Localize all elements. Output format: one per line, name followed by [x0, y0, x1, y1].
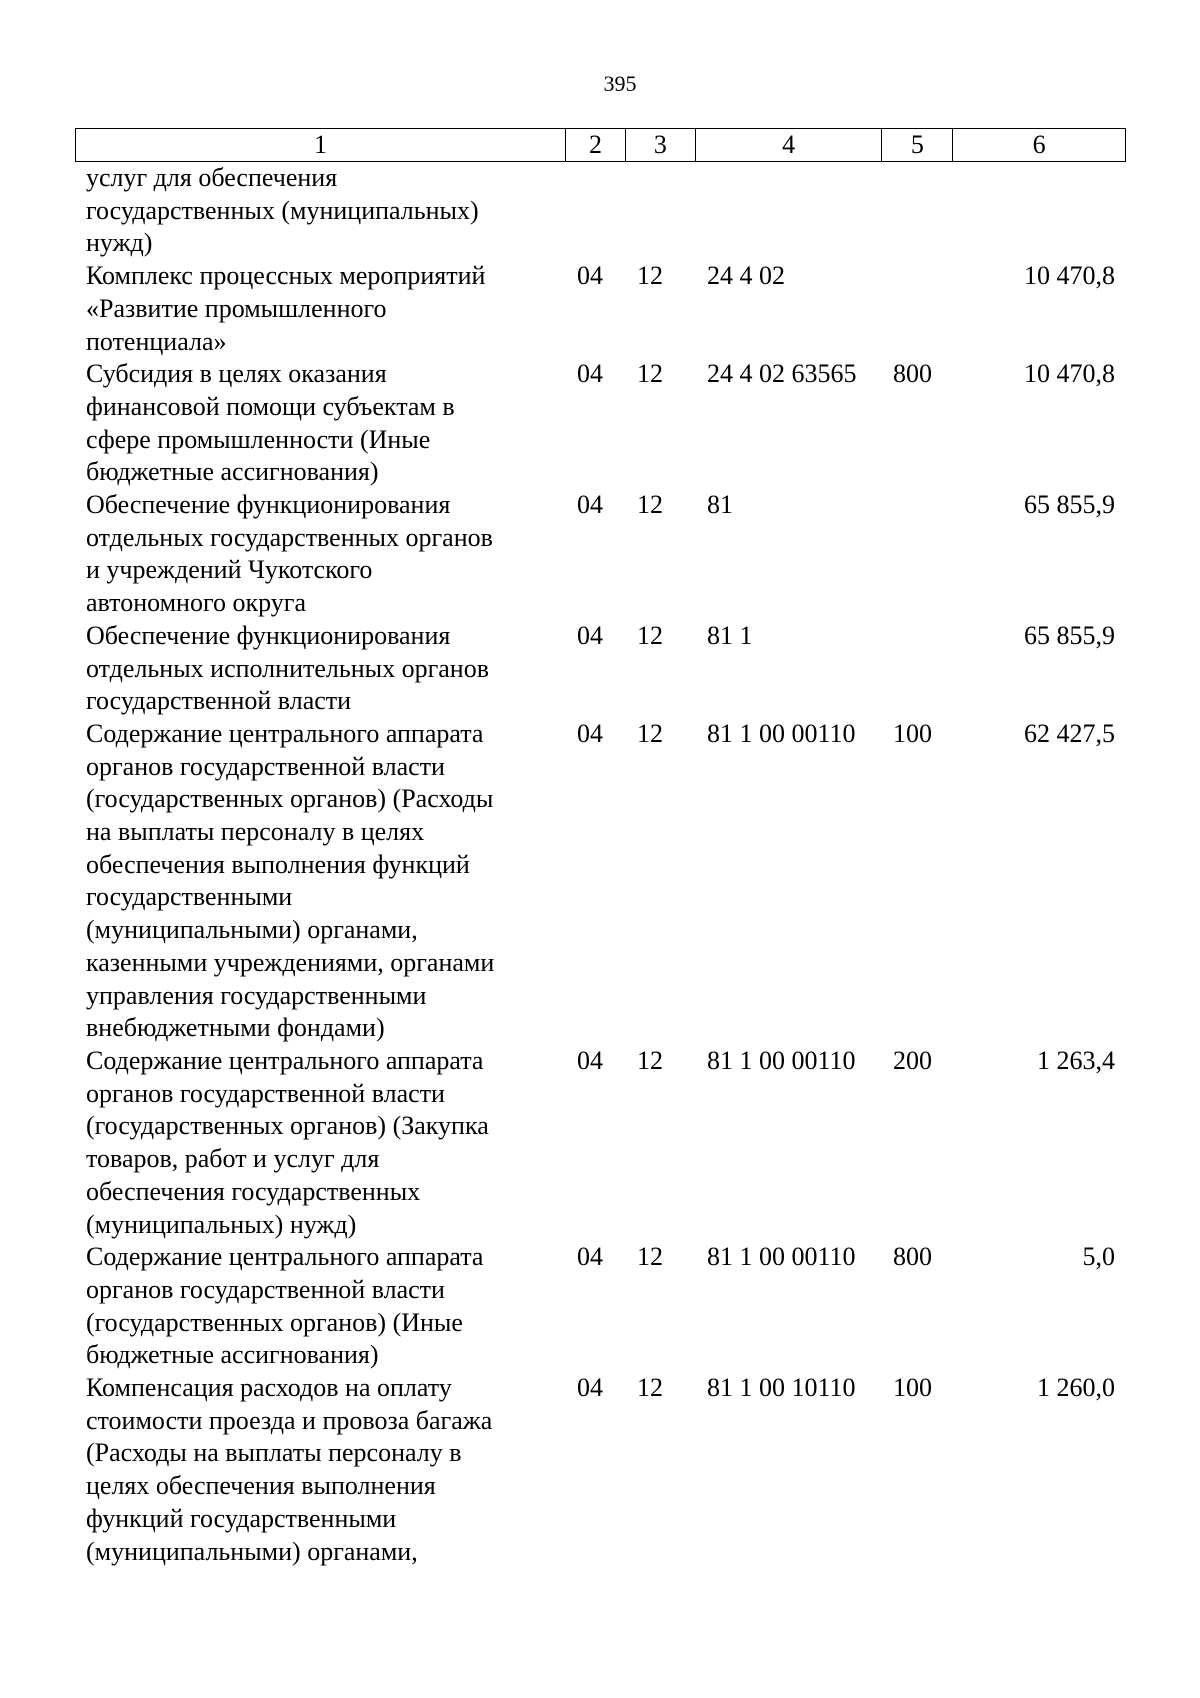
amount-cell: 65 855,9 — [1024, 620, 1115, 650]
table-body — [75, 162, 1126, 1568]
expense-type-cell: 100 — [893, 1373, 932, 1403]
expense-type-cell: 800 — [893, 1242, 932, 1272]
section-code-cell: 04 — [577, 620, 603, 650]
row-name-cell: Содержание центрального аппарата органов государственной власти (государственных органов) (Иные бюджетные ассигнования) — [86, 1242, 484, 1370]
column-header: 4 — [695, 129, 882, 161]
table-header-row — [75, 128, 1126, 162]
row-name-cell: Содержание центрального аппарата органов государственной власти (государственных органов) (Расходы на выплаты персоналу в целях обеспечения выполнения функций государственными (муниципальными) органами, казенными учреждениями, органами управления государственными внебюджетными фондами) — [86, 718, 495, 1043]
amount-cell: 10 470,8 — [1024, 261, 1115, 291]
target-article-cell: 24 4 02 — [707, 261, 785, 291]
subsection-code-cell: 12 — [637, 1045, 663, 1075]
page-number: 395 — [603, 71, 637, 96]
table-row — [75, 162, 1126, 260]
row-name-cell: Субсидия в целях оказания финансовой помощи субъектам в сфере промышленности (Иные бюджетные ассигнования) — [86, 359, 455, 487]
target-article-cell: 81 — [707, 490, 733, 520]
row-name-cell: Обеспечение функционирования отдельных государственных органов и учреждений Чукотского автономного округа — [86, 490, 493, 618]
subsection-code-cell: 12 — [637, 359, 663, 389]
section-code-cell: 04 — [577, 1045, 603, 1075]
target-article-cell: 81 1 00 00110 — [707, 718, 856, 748]
section-code-cell: 04 — [577, 1373, 603, 1403]
target-article-cell: 81 1 00 00110 — [707, 1045, 856, 1075]
section-code-cell: 04 — [577, 359, 603, 389]
table-row — [75, 260, 1126, 358]
column-header: 6 — [952, 129, 1125, 161]
target-article-cell: 81 1 00 10110 — [707, 1373, 856, 1403]
table-row — [75, 1045, 1126, 1241]
expense-type-cell: 200 — [893, 1045, 932, 1075]
section-code-cell: 04 — [577, 718, 603, 748]
column-header: 3 — [625, 129, 695, 161]
section-code-cell: 04 — [577, 490, 603, 520]
subsection-code-cell: 12 — [637, 718, 663, 748]
row-name-cell: Компенсация расходов на оплату стоимости проезда и провоза багажа (Расходы на выплаты персоналу в целях обеспечения выполнения функций государственными (муниципальными) органами, — [86, 1373, 493, 1566]
table-row — [75, 358, 1126, 489]
amount-cell: 10 470,8 — [1024, 359, 1115, 389]
amount-cell: 62 427,5 — [1024, 718, 1115, 748]
amount-cell: 1 263,4 — [1037, 1045, 1115, 1075]
table-row — [75, 489, 1126, 620]
amount-cell: 5,0 — [1082, 1242, 1115, 1272]
column-header: 1 — [314, 130, 328, 159]
expense-type-cell: 100 — [893, 718, 932, 748]
table-row — [75, 718, 1126, 1045]
section-code-cell: 04 — [577, 261, 603, 291]
target-article-cell: 81 1 — [707, 620, 753, 650]
subsection-code-cell: 12 — [637, 620, 663, 650]
subsection-code-cell: 12 — [637, 1373, 663, 1403]
row-name-cell: Содержание центрального аппарата органов государственной власти (государственных органов) (Закупка товаров, работ и услуг для обеспечения государственных (муниципальных) нужд) — [86, 1045, 489, 1239]
target-article-cell: 24 4 02 63565 — [707, 359, 857, 389]
subsection-code-cell: 12 — [637, 261, 663, 291]
table-row — [75, 1372, 1126, 1568]
amount-cell: 65 855,9 — [1024, 490, 1115, 520]
subsection-code-cell: 12 — [637, 1242, 663, 1272]
section-code-cell: 04 — [577, 1242, 603, 1272]
table-row — [75, 1241, 1126, 1372]
row-name-cell: Обеспечение функционирования отдельных исполнительных органов государственной власти — [86, 620, 489, 716]
column-header: 2 — [565, 129, 625, 161]
table-row — [75, 620, 1126, 718]
budget-table — [75, 128, 1126, 1568]
amount-cell: 1 260,0 — [1037, 1373, 1115, 1403]
row-name-cell: Комплекс процессных мероприятий «Развитие промышленного потенциала» — [86, 261, 486, 356]
row-name-cell: услуг для обеспечения государственных (муниципальных) нужд) — [86, 163, 479, 258]
target-article-cell: 81 1 00 00110 — [707, 1242, 856, 1272]
expense-type-cell: 800 — [893, 359, 932, 389]
subsection-code-cell: 12 — [637, 490, 663, 520]
column-header: 5 — [881, 129, 952, 161]
